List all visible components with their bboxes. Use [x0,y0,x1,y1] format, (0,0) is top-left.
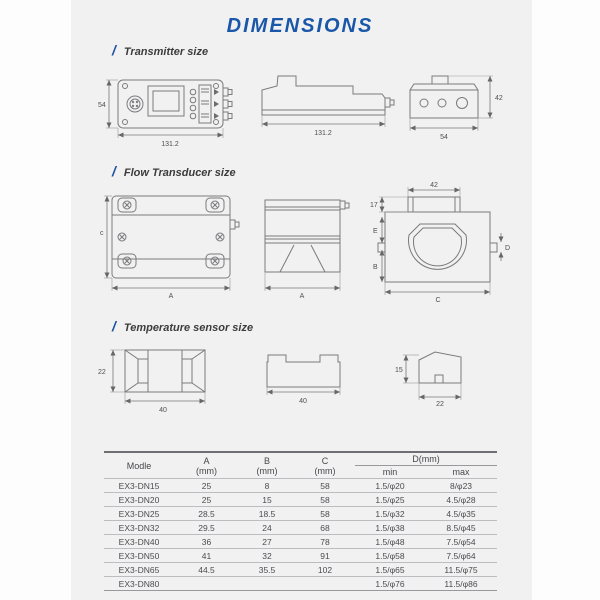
temp-sensor-side-drawing [260,345,370,412]
table-cell-max: 11.5/φ86 [444,578,478,589]
table-cell-min: 1.5/φ32 [375,508,405,519]
table-cell-min: 1.5/φ76 [375,578,405,589]
table-cell-max: 4.5/φ28 [446,494,476,505]
table-cell-a: 25 [201,494,212,505]
temp-sensor-side-dims [267,387,340,405]
table-cell-a [174,577,239,591]
transducer-front-body [112,196,239,278]
page-title: DIMENSIONS [226,15,374,37]
section-label: Flow Transducer size [123,167,236,179]
temp-sensor-end-dims [395,355,461,407]
table-row [104,577,497,591]
table-row [104,549,497,563]
section-label: Transmitter size [123,46,209,58]
transmitter-front-drawing [98,72,248,155]
table-cell-a: 29.5 [198,522,215,533]
transmitter-end-dims [410,76,503,141]
transmitter-end-body [410,76,478,118]
table-cell-a: 28.5 [198,508,215,519]
col-header-model: Modle [126,460,152,471]
table-cell-a: 36 [201,536,212,547]
dim-label: D [505,245,511,252]
transducer-side-body [265,200,349,272]
table-cell-b: 15 [262,494,272,505]
temp-sensor-front-body [125,350,205,392]
table-body [104,479,497,591]
table-cell-b: 32 [262,550,272,561]
table-row [104,563,497,577]
col-header-unit: (mm) [196,465,217,476]
table-cell-model: EX3-DN80 [118,578,160,589]
temp-sensor-front-drawing [95,340,220,420]
table-cell-max: 7.5/φ64 [446,550,476,561]
table-cell-max: 8/φ23 [449,480,473,491]
col-header-b [239,452,295,479]
dim-label: A [299,293,305,300]
dim-label: E [373,228,378,235]
dim-label: 22 [98,369,106,376]
table-cell-max: 4.5/φ35 [446,508,476,519]
transducer-front-drawing [100,188,245,305]
table-cell-c: 78 [320,536,330,547]
dim-label: 54 [440,134,448,141]
table-header [104,452,497,479]
table-cell-c: 58 [320,494,330,505]
table-cell-model: EX3-DN40 [118,536,160,547]
dim-label: c [100,230,104,237]
dim-label: 42 [430,182,438,189]
dim-label: 40 [159,407,167,414]
transducer-side-drawing [258,188,358,305]
dim-label: 131.2 [314,130,332,137]
table-cell-min: 1.5/φ48 [375,536,405,547]
table-row [104,493,497,507]
table-row [104,507,497,521]
table-cell-model: EX3-DN20 [118,494,160,505]
table-cell-c: 58 [320,480,330,491]
col-header-unit: (mm) [256,465,278,476]
table-cell-a: 44.5 [198,564,215,575]
col-header-a [174,452,239,479]
transmitter-side-dims [262,115,385,137]
dim-label: B [373,264,378,271]
transmitter-side-body [262,76,394,115]
table-cell-b [239,577,295,591]
section-label: Temperature sensor size [123,322,254,334]
table-cell-b: 24 [262,522,272,533]
transmitter-end-drawing [405,70,510,150]
transducer-end-body [378,197,497,282]
table-cell-max: 7.5/φ54 [446,536,476,547]
transmitter-front-body [118,80,232,128]
section-slash-icon: / [112,163,116,179]
table-cell-model: EX3-DN25 [118,508,160,519]
section-header-transmitter [112,42,208,58]
transducer-side-dims [265,272,340,300]
temp-sensor-end-drawing [395,345,505,412]
transmitter-side-drawing [255,72,405,147]
section-slash-icon: / [112,318,116,334]
col-header-c [295,452,355,479]
table-cell-min: 1.5/φ20 [375,480,405,491]
section-header-temperature [112,318,253,334]
table-cell-min: 1.5/φ58 [375,550,405,561]
table-cell-max: 11.5/φ75 [444,564,478,575]
table-cell-min: 1.5/φ38 [375,522,405,533]
table-row [104,479,497,493]
dim-label: 131.2 [161,141,179,148]
table-cell-a: 41 [201,550,212,561]
dim-label: 54 [98,102,106,109]
col-header-letter: C [321,455,329,466]
table-cell-c: 68 [320,522,330,533]
section-header-transducer [112,163,236,179]
table-cell-a: 25 [201,480,212,491]
col-header-letter: A [203,455,210,466]
col-header-letter: B [263,455,270,466]
table-cell-model: EX3-DN65 [118,564,160,575]
table-cell-c: 58 [320,508,330,519]
dim-label: 17 [370,202,378,209]
col-header-min: min [382,467,398,477]
dim-label: A [168,293,174,300]
temp-sensor-side-body [267,355,340,387]
table-cell-model: EX3-DN15 [118,480,160,491]
col-header-max: max [452,467,470,477]
table-cell-model: EX3-DN32 [118,522,160,533]
temp-sensor-front-dims [98,350,205,414]
table-cell-min: 1.5/φ65 [375,564,405,575]
dim-label: 22 [436,401,444,407]
table-cell-min: 1.5/φ25 [375,494,405,505]
col-header-unit: (mm) [314,465,336,476]
table-cell-b: 27 [262,536,272,547]
table-cell-c [295,577,355,591]
temp-sensor-end-body [419,352,461,383]
dim-label: 42 [495,95,503,102]
dimension-table [104,451,497,591]
table-row [104,535,497,549]
dim-label: 40 [299,398,307,405]
table-cell-c: 91 [320,550,330,561]
dim-label: C [435,297,441,304]
table-cell-b: 35.5 [258,564,276,575]
table-cell-c: 102 [317,564,333,575]
table-cell-b: 18.5 [258,508,276,519]
transducer-end-dims [370,182,510,304]
col-header-d: D(mm) [355,452,497,466]
table-cell-b: 8 [264,480,270,491]
dim-label: 15 [395,367,403,374]
transducer-end-drawing [370,180,515,310]
table-cell-max: 8.5/φ45 [446,522,476,533]
section-slash-icon: / [112,42,116,58]
table-row [104,521,497,535]
table-cell-model: EX3-DN50 [118,550,160,561]
